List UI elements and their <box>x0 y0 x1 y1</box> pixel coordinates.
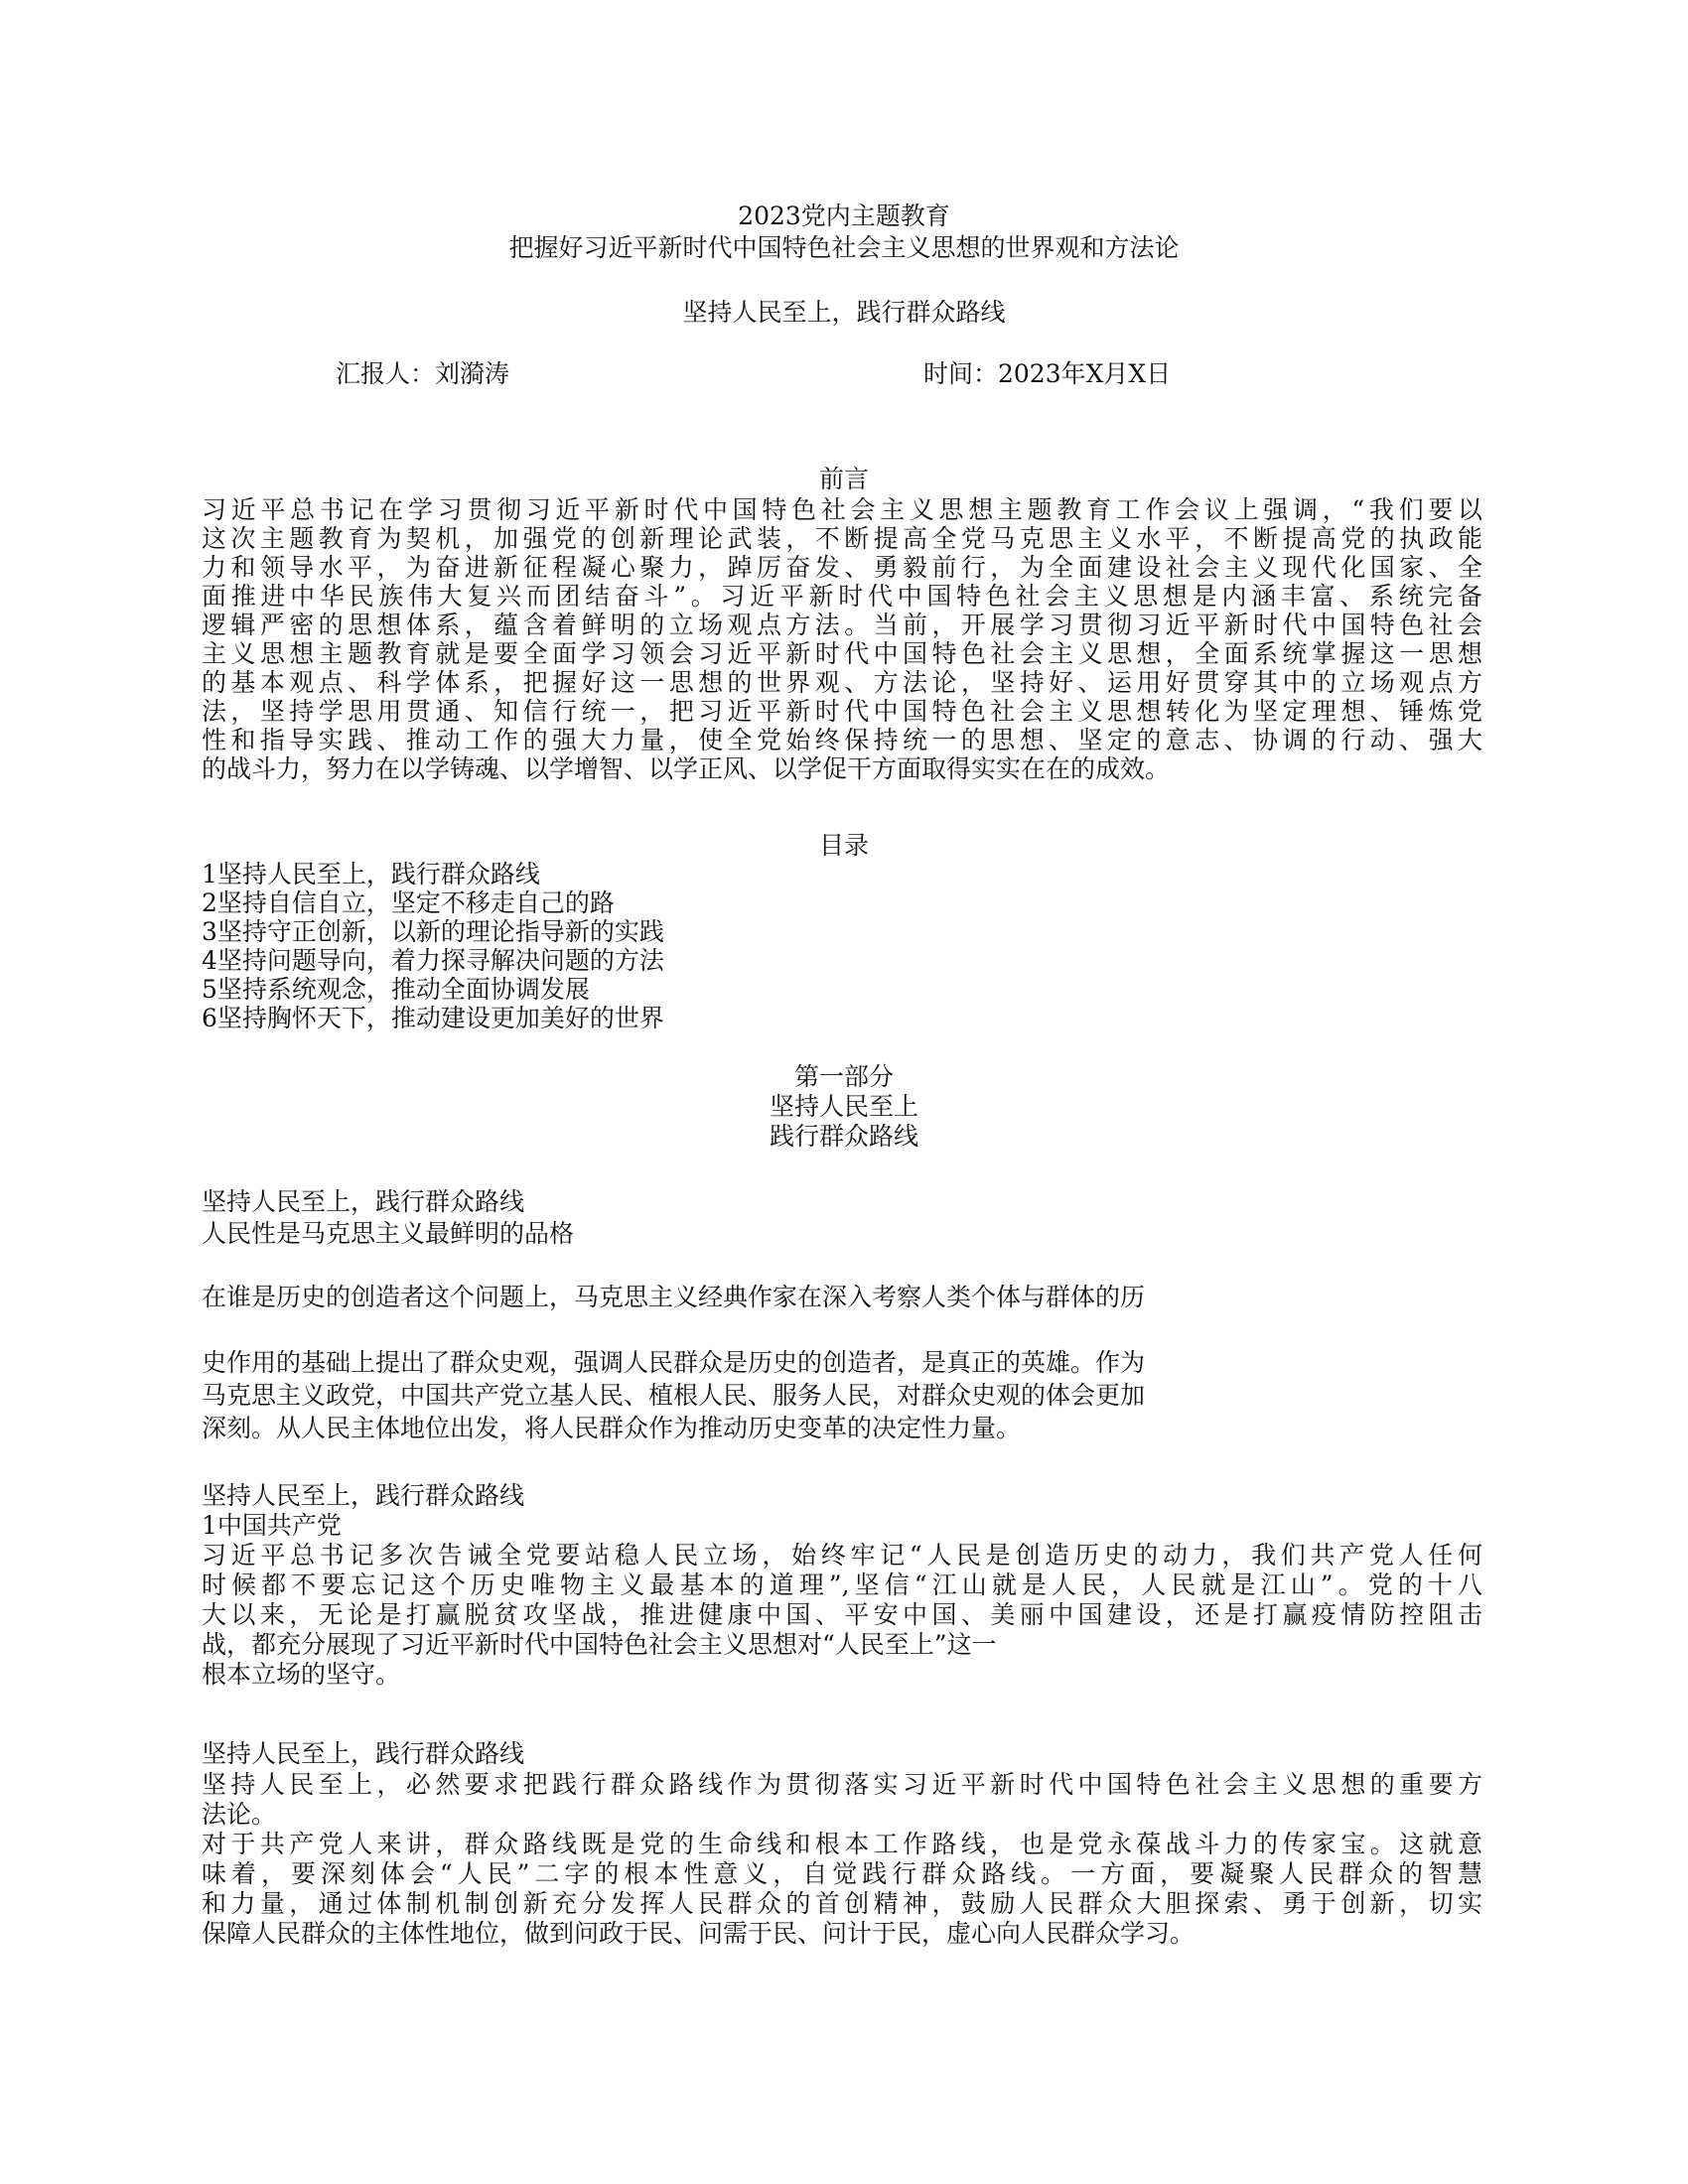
section-text-line: 味着，要深刻体会“人民”二字的根本性意义，自觉践行群众路线。一方面，要凝聚人民群众的智慧 <box>202 1859 1482 1888</box>
toc-item: 2坚持自信自立，坚定不移走自己的路 <box>202 888 615 917</box>
section-subtitle: 人民性是马克思主义最鲜明的品格 <box>202 1219 575 1248</box>
section-text-line: 战，都充分展现了习近平新时代中国特色社会主义思想对“人民至上”这一 <box>202 1630 997 1659</box>
section-text-line: 习近平总书记多次告诫全党要站稳人民立场，始终牢记“人民是创造历史的动力，我们共产党人任何 <box>202 1541 1482 1570</box>
reporter-label: 汇报人：刘漪涛 <box>336 359 510 388</box>
preface-line: 法，坚持学思用贯通、知信行统一，把习近平新时代中国特色社会主义思想转化为坚定理想、锤炼党 <box>202 697 1482 726</box>
part-heading: 践行群众路线 <box>769 1122 918 1151</box>
preface-line: 逻辑严密的思想体系，蕴含着鲜明的立场观点方法。当前，开展学习贯彻习近平新时代中国特色社会 <box>202 611 1482 639</box>
section-text-line: 在谁是历史的创造者这个问题上，马克思主义经典作家在深入考察人类个体与群体的历 <box>202 1283 1146 1311</box>
toc-item: 5坚持系统观念，推动全面协调发展 <box>202 975 590 1004</box>
section-text-line: 保障人民群众的主体性地位，做到问政于民、问需于民、问计于民，虚心向人民群众学习。 <box>202 1919 1196 1948</box>
document-title: 2023党内主题教育 <box>738 202 950 230</box>
preface-line: 的基本观点、科学体系，把握好这一思想的世界观、方法论，坚持好、运用好贯穿其中的立场观点方 <box>202 668 1482 697</box>
toc-heading: 目录 <box>818 831 869 860</box>
section-text-line: 大以来，无论是打赢脱贫攻坚战，推进健康中国、平安中国、美丽中国建设，还是打赢疫情防控阻击 <box>202 1600 1482 1629</box>
section-text-line: 史作用的基础上提出了群众史观，强调人民群众是历史的创造者，是真正的英雄。作为 <box>202 1348 1146 1377</box>
section-subtitle: 1中国共产党 <box>202 1511 342 1540</box>
part-heading: 坚持人民至上 <box>769 1092 918 1121</box>
toc-item: 4坚持问题导向，着力探寻解决问题的方法 <box>202 946 664 975</box>
section-text-line: 法论。 <box>202 1800 277 1829</box>
preface-line: 面推进中华民族伟大复兴而团结奋斗”。习近平新时代中国特色社会主义思想是内涵丰富、系统完备 <box>202 582 1482 611</box>
preface-line: 力和领导水平，为奋进新征程凝心聚力，踔厉奋发、勇毅前行，为全面建设社会主义现代化国家、全 <box>202 553 1482 582</box>
toc-item: 6坚持胸怀天下，推动建设更加美好的世界 <box>202 1004 664 1032</box>
date-label: 时间：2023年X月X日 <box>923 359 1172 388</box>
preface-line: 性和指导实践、推动工作的强大力量，使全党始终保持统一的思想、坚定的意志、协调的行动、强大 <box>202 726 1482 754</box>
preface-line: 习近平总书记在学习贯彻习近平新时代中国特色社会主义思想主题教育工作会议上强调，“我们要以 <box>202 495 1482 524</box>
section-text-line: 对于共产党人来讲，群众路线既是党的生命线和根本工作路线，也是党永葆战斗力的传家宝。这就意 <box>202 1830 1482 1858</box>
section-text-line: 根本立场的坚守。 <box>202 1660 401 1689</box>
preface-line: 这次主题教育为契机，加强党的创新理论武装，不断提高全党马克思主义水平，不断提高党的执政能 <box>202 524 1482 553</box>
section-text-line: 和力量，通过体制机制创新充分发挥人民群众的首创精神，鼓励人民群众大胆探索、勇于创新，切实 <box>202 1889 1482 1918</box>
preface-heading: 前言 <box>818 465 869 493</box>
preface-line: 主义思想主题教育就是要全面学习领会习近平新时代中国特色社会主义思想，全面系统掌握这一思想 <box>202 639 1482 668</box>
section-title: 坚持人民至上，践行群众路线 <box>202 1481 525 1510</box>
section-text-line: 深刻。从人民主体地位出发，将人民群众作为推动历史变革的决定性力量。 <box>202 1414 1022 1442</box>
part-heading: 第一部分 <box>793 1062 894 1091</box>
section-title: 坚持人民至上，践行群众路线 <box>202 1739 525 1768</box>
toc-item: 1坚持人民至上，践行群众路线 <box>202 860 540 888</box>
toc-item: 3坚持守正创新，以新的理论指导新的实践 <box>202 917 664 946</box>
section-text-line: 坚持人民至上，必然要求把践行群众路线作为贯彻落实习近平新时代中国特色社会主义思想的重要方 <box>202 1770 1482 1799</box>
preface-line: 的战斗力，努力在以学铸魂、以学增智、以学正风、以学促干方面取得实实在在的成效。 <box>202 754 1171 783</box>
document-subtitle: 把握好习近平新时代中国特色社会主义思想的世界观和方法论 <box>508 233 1180 262</box>
report-topic: 坚持人民至上，践行群众路线 <box>682 298 1006 327</box>
section-title: 坚持人民至上，践行群众路线 <box>202 1187 525 1216</box>
section-text-line: 马克思主义政党，中国共产党立基人民、植根人民、服务人民，对群众史观的体会更加 <box>202 1381 1146 1410</box>
section-text-line: 时候都不要忘记这个历史唯物主义最基本的道理”,坚信“江山就是人民，人民就是江山”。党的十八 <box>202 1570 1482 1599</box>
